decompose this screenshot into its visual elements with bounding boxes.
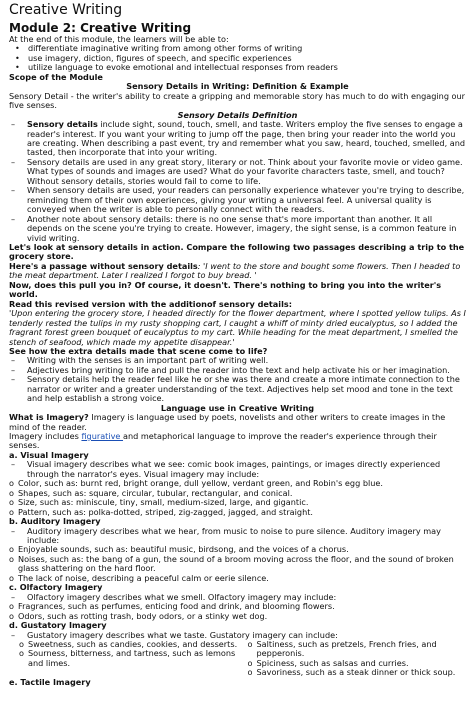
gustatory-columns [9, 640, 466, 678]
visual-items-list [9, 479, 466, 517]
see-point: – Adjectives bring writing to life and pull the reader into the text and help activate his or her imagination. [9, 366, 466, 375]
olfactory-imagery-heading: c. Olfactory Imagery [9, 582, 103, 593]
auditory-desc-list [9, 527, 466, 546]
olfactory-desc: – Olfactory imagery describes what we smell. Olfactory imagery may include: [9, 593, 466, 602]
sensory-point: – Sensory details are used in any great story, literary or not. Think about your favorite movie or video game. What types of sounds and images are used? What do your favorite characters taste, smell, and touch? Without sensory details, stories would fail to come to life. [9, 158, 466, 186]
sensory-definition-heading: Sensory Details Definition [177, 109, 298, 120]
sensory-point-bold: Sensory details [27, 119, 98, 130]
auditory-item: o Noises, such as: the bang of a gun, the sound of a broom moving across the floor, and the sound of broken glass shattering on the hard floor. [9, 555, 466, 574]
scope-heading: Scope of the Module [9, 71, 103, 82]
auditory-items-list [9, 545, 466, 583]
sensory-point: – Another note about sensory details: there is no one sense that's more important than another. It all depends on the scene you're trying to create. However, imagery, the sight sense, is a common feature in vivid writing. [9, 215, 466, 243]
includes-pre: Imagery includes [9, 431, 82, 442]
olfactory-item: o Fragrances, such as perfumes, enticing food and drink, and blooming flowers. [9, 602, 466, 611]
visual-item: o Size, such as: miniscule, tiny, small, medium-sized, large, and gigantic. [9, 498, 466, 507]
see-how-text: See how the extra details made that scene come to life? [9, 345, 268, 356]
auditory-item: o The lack of noise, describing a peaceful calm or eerie silence. [9, 574, 466, 583]
visual-desc: – Visual imagery describes what we see: comic book images, paintings, or images directly experienced through the narrator's eyes. Visual imagery may include: [9, 460, 466, 479]
sensory-detail-definition: Sensory Detail - the writer's ability to create a gripping and memorable story has much to do with engaging our five senses. [9, 90, 466, 111]
intro-text: At the end of this module, the learners will be able to: [9, 34, 229, 44]
includes-post: and metaphorical language to improve the reader's experience through their senses. [9, 431, 437, 451]
gustatory-right-list [238, 640, 467, 678]
auditory-imagery-heading: b. Auditory Imagery [9, 516, 101, 527]
tactile-imagery-heading: e. Tactile Imagery [9, 676, 91, 687]
olfactory-items-list [9, 602, 466, 621]
what-is-label: What is Imagery? [9, 412, 89, 423]
olfactory-item: o Odors, such as rotting trash, body odors, or a stinky wet dog. [9, 612, 466, 621]
objective-item: • utilize language to evoke emotional and intellectual responses from readers [9, 63, 466, 72]
objective-item: • use imagery, diction, figures of speech, and specific experiences [9, 54, 466, 63]
auditory-item: o Enjoyable sounds, such as: beautiful music, birdsong, and the voices of a chorus. [9, 545, 466, 554]
gustatory-item: o Spiciness, such as salsas and curries. [238, 659, 467, 668]
gustatory-imagery-heading: d. Gustatory Imagery [9, 620, 107, 631]
objective-item: • differentiate imaginative writing from among other forms of writing [9, 44, 466, 53]
look-action-text: Let's look at sensory details in action. Compare the following two passages describing a trip to the grocery store. [9, 241, 465, 262]
passage-without [9, 262, 466, 281]
gustatory-item: o Sourness, bitterness, and tartness, such as lemons and limes. [9, 649, 238, 668]
gustatory-item: o Saltiness, such as pretzels, French fries, and pepperonis. [238, 640, 467, 659]
visual-item: o Shapes, such as: square, circular, tubular, rectangular, and conical. [9, 489, 466, 498]
figurative-link[interactable]: figurative [81, 431, 124, 442]
gustatory-right-column [238, 640, 467, 678]
sensory-heading: Sensory Details in Writing: Definition & Example [126, 81, 349, 92]
see-point: – Sensory details help the reader feel like he or she was there and create a more intimate connection to the narrator or writer and a greater understanding of the text. Adjectives help set mood and tone in the text and help establish a strong voice. [9, 375, 466, 403]
sensory-point-text: include sight, sound, touch, smell, and taste. Writers employ the five senses to engage a reader's interest. If you want your writing to jump off the page, then bring your reader into the world you are creating. When describing a past event, try and remember what you saw, heard, touched, smelled, and tasted, then incorporate that into your writing. [27, 119, 466, 158]
visual-item: o Color, such as: burnt red, bright orange, dull yellow, verdant green, and Robin's egg blue. [9, 479, 466, 488]
gustatory-item: o Savoriness, such as a steak dinner or thick soup. [238, 668, 467, 677]
document-title: Creative Writing [9, 2, 123, 18]
visual-imagery-heading: a. Visual Imagery [9, 449, 89, 460]
visual-desc-list [9, 460, 466, 479]
gustatory-left-column [9, 640, 238, 678]
sensory-point: – When sensory details are used, your readers can personally experience whatever you're trying to describe, reminding them of their own experiences, giving your writing a universal feel. A universal quality is conveyed when the writer is able to personally connect with the readers. [9, 186, 466, 214]
passage-without-text: : 'I went to the store and bought some flowers. Then I headed to the meat department. Later I realized I forgot to buy bread. ' [9, 260, 461, 281]
sensory-point [9, 120, 466, 158]
see-points-list [9, 356, 466, 403]
revised-passage: 'Upon entering the grocery store, I headed directly for the flower department, where I spotted yellow tulips. As I tenderly rested the tulips in my rusty shopping cart, I caught a whiff of minty dried eucalyptus, so I added the fragrant forest green bouquet of eucalyptus to my cart. While heading for the meat department, I smelled the stench of seafood, which made my appetite disappear.' [9, 308, 466, 347]
passage-without-label: Here's a passage without sensory details [9, 260, 198, 271]
imagery-includes [9, 432, 466, 451]
gustatory-desc: – Gustatory imagery describes what we taste. Gustatory imagery can include: [9, 631, 466, 640]
sensory-points-list [9, 120, 466, 243]
language-heading: Language use in Creative Writing [160, 402, 315, 413]
what-is-text: Imagery is language used by poets, novelists and other writers to create images in the mind of the reader. [9, 412, 446, 432]
module-heading: Module 2: Creative Writing [9, 21, 192, 35]
revised-label: Read this revised version with the additionof sensory details: [9, 298, 292, 309]
auditory-desc: – Auditory imagery describes what we hear, from music to noise to pure silence. Auditory imagery may include: [9, 527, 466, 546]
see-point: – Writing with the senses is an important part of writing well. [9, 356, 466, 365]
objectives-list [9, 44, 466, 72]
now-pull-text: Now, does this pull you in? Of course, it doesn't. There's nothing to bring you into the writer's world. [9, 279, 442, 300]
gustatory-left-list [9, 640, 238, 668]
what-is-imagery [9, 413, 466, 432]
visual-item: o Pattern, such as: polka-dotted, striped, zig-zagged, jagged, and straight. [9, 508, 466, 517]
gustatory-item: o Sweetness, such as candies, cookies, and desserts. [9, 640, 238, 649]
